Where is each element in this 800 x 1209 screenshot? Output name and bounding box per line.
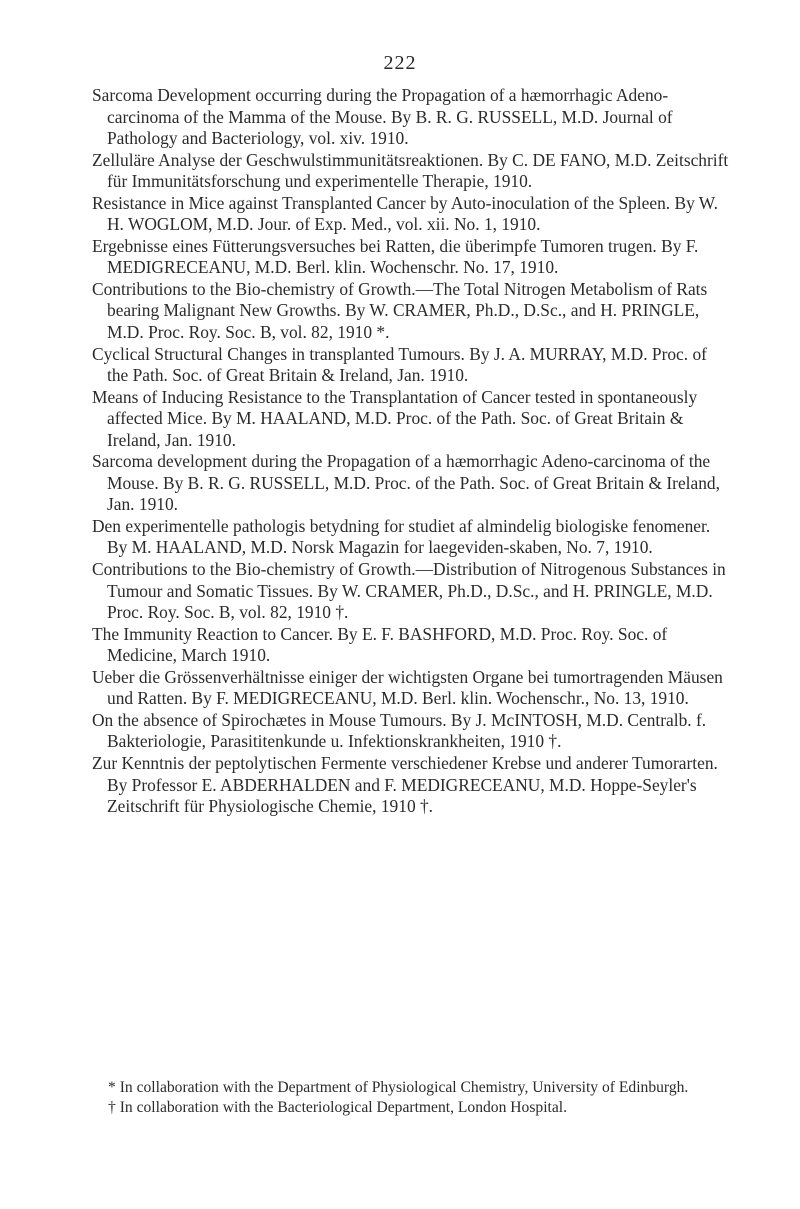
bibliography-entry: Contributions to the Bio-chemistry of Growth.—The Total Nitrogen Metabolism of Rats bearing Malignant New Growths. By W. CRAMER, Ph.D., D.Sc., and H. PRINGLE, M.D. Proc. Roy. Soc. B, vol. 82, 1910 *. — [92, 278, 708, 343]
bibliography-entry: Ergebnisse eines Fütterungsversuches bei Ratten, die überimpfe Tumoren trugen. By F. MEDIGRECEANU, M.D. Berl. klin. Wochenschr. No. 17, 1910. — [92, 235, 699, 278]
footnotes — [92, 1078, 732, 1118]
bibliography-entry: Zur Kenntnis der peptolytischen Fermente verschiedener Krebse und anderer Tumorarten. By Professor E. ABDERHALDEN and F. MEDIGRECEANU, M.D. Hoppe-Seyler's Zeitschrift für Physiologische Chemie, 1910 †. — [92, 752, 718, 817]
footnote: * In collaboration with the Department of Physiological Chemistry, University of Edinburgh. — [108, 1079, 689, 1096]
page-number: 222 — [383, 52, 417, 74]
bibliography-entry: Zelluläre Analyse der Geschwulstimmunitätsreaktionen. By C. DE FANO, M.D. Zeitschrift für Immunitätsforschung und experimentelle Therapie, 1910. — [92, 149, 729, 192]
bibliography-entry: Sarcoma development during the Propagation of a hæmorrhagic Adeno-carcinoma of the Mouse. By B. R. G. RUSSELL, M.D. Proc. of the Path. Soc. of Great Britain & Ireland, Jan. 1910. — [92, 451, 720, 515]
bibliography-entry: Contributions to the Bio-chemistry of Growth.—Distribution of Nitrogenous Substances in Tumour and Somatic Tissues. By W. CRAMER, Ph.D., D.Sc., and H. PRINGLE, M.D. Proc. Roy. Soc. B, vol. 82, 1910 †. — [92, 559, 726, 623]
bibliography-entry: The Immunity Reaction to Cancer. By E. F. BASHFORD, M.D. Proc. Roy. Soc. of Medicine, March 1910. — [92, 623, 668, 666]
bibliography-entry: On the absence of Spirochætes in Mouse Tumours. By J. McINTOSH, M.D. Centralb. f. Bakteriologie, Parasititenkunde u. Infektionskrankheiten, 1910 †. — [92, 709, 707, 752]
bibliography-entry: Sarcoma Development occurring during the Propagation of a hæmorrhagic Adeno-carcinoma of the Mamma of the Mouse. By B. R. G. RUSSELL, M.D. Journal of Pathology and Bacteriology, vol. xiv. 1910. — [92, 85, 673, 149]
footnote: † In collaboration with the Bacteriological Department, London Hospital. — [108, 1099, 568, 1116]
bibliography-list — [92, 85, 732, 818]
bibliography-entry: Ueber die Grössenverhältnisse einiger der wichtigsten Organe bei tumortragenden Mäusen und Ratten. By F. MEDIGRECEANU, M.D. Berl. klin. Wochenschr., No. 13, 1910. — [92, 666, 723, 709]
bibliography-entry: Resistance in Mice against Transplanted Cancer by Auto-inoculation of the Spleen. By W. H. WOGLOM, M.D. Jour. of Exp. Med., vol. xii. No. 1, 1910. — [92, 192, 718, 235]
bibliography-entry: Means of Inducing Resistance to the Transplantation of Cancer tested in spontaneously affected Mice. By M. HAALAND, M.D. Proc. of the Path. Soc. of Great Britain & Ireland, Jan. 1910. — [92, 386, 698, 450]
bibliography-entry: Den experimentelle pathologis betydning for studiet af almindelig biologiske fenomener. By M. HAALAND, M.D. Norsk Magazin for laegeviden-skaben, No. 7, 1910. — [92, 515, 711, 558]
bibliography-entry: Cyclical Structural Changes in transplanted Tumours. By J. A. MURRAY, M.D. Proc. of the Path. Soc. of Great Britain & Ireland, Jan. 1910. — [92, 343, 707, 386]
